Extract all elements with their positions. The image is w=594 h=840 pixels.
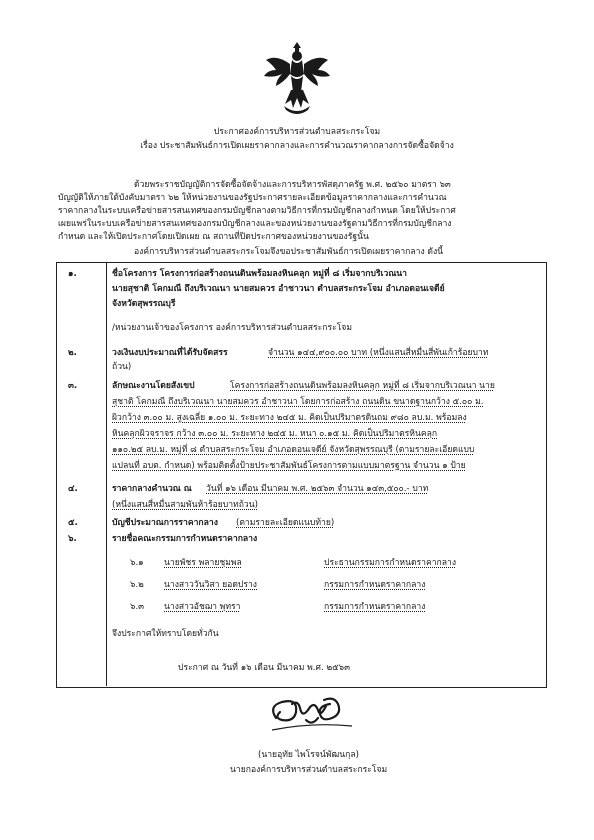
budget-label: วงเงินงบประมาณที่ได้รับจัดสรร bbox=[112, 348, 228, 358]
intro-line: เผยแพร่ในระบบเครือข่ายสารสนเทศของกรมบัญชีกลางและของหน่วยงานของรัฐตามวิธีการที่กรมบัญชีกลาง bbox=[58, 219, 452, 229]
committee-label: รายชื่อคณะกรรมการกำหนดราคากลาง bbox=[112, 534, 258, 544]
intro-line: องค์การบริหารส่วนตำบลสระกระโจมจึงขอประชาสัมพันธ์การเปิดเผยราคากลาง ดังนี้ bbox=[134, 247, 444, 257]
item-number: ๒. bbox=[68, 348, 77, 358]
budget-value-cont: ถ้วน) bbox=[112, 362, 132, 372]
work-summary-line: โครงการก่อสร้างถนนดินพร้อมลงหินคลุก หมู่ที่ ๘ เริ่มจากบริเวณนา นาย bbox=[230, 381, 495, 391]
committee-member-index: ๖.๓ bbox=[130, 602, 145, 612]
work-summary-line: ผิวกว้าง ๓.๐๐ ม. สูงเฉลี่ย ๑.๐๐ ม. ระยะทาง ๒๔๕ ม. คิดเป็นปริมาตรดินถม ๙๘๐ ลบ.ม. พร้อมลง bbox=[112, 413, 467, 423]
work-summary-label: ลักษณะงานโดยสังเขป bbox=[112, 381, 195, 391]
intro-line: บัญญัติให้ภายใต้บังคับมาตรา ๖๒ ให้หน่วยงานของรัฐประกาศรายละเอียดข้อมูลราคากลางและการคำนวณ bbox=[58, 193, 447, 203]
estimate-label: บัญชีประมาณการราคากลาง bbox=[112, 518, 218, 528]
item-number: ๑. bbox=[68, 269, 77, 279]
committee-member-role: ประธานกรรมการกำหนดราคากลาง bbox=[324, 558, 457, 568]
committee-member-role: กรรมการกำหนดราคากลาง bbox=[324, 580, 426, 590]
work-summary-line: หินคลุกผิวจราจร กว้าง ๓.๐๐ ม. ระยะทาง ๒๔๕ ม. หนา ๐.๑๕ ม. คิดเป็นปริมาตรหินคลุก bbox=[112, 429, 438, 439]
estimate-value: (ตามรายละเอียดแนบท้าย) bbox=[236, 518, 335, 528]
item-number: ๔. bbox=[68, 484, 78, 494]
intro-line: ราคากลางในระบบเครือข่ายสารสนเทศของกรมบัญชีกลางตามวิธีการที่กรมบัญชีกลางกำหนด โดยให้ประกาศ bbox=[58, 206, 456, 216]
committee-member-name: นางสาววันวิสา ยอดปราง bbox=[164, 580, 257, 590]
announcement-subject: เรื่อง ประชาสัมพันธ์การเปิดเผยราคากลางและการคำนวณราคากลางการจัดซื้อจัดจ้าง bbox=[140, 141, 454, 151]
median-price-value: วันที่ ๑๖ เดือน มีนาคม พ.ศ. ๒๕๖๓ จำนวน ๑๔๓,๕๐๐.- บาท bbox=[206, 484, 429, 494]
project-owner: /หน่วยงานเจ้าของโครงการ องค์การบริหารส่วนตำบลสระกระโจม bbox=[112, 323, 353, 333]
committee-member-index: ๖.๑ bbox=[130, 558, 144, 568]
median-price-label: ราคากลางคำนวณ ณ bbox=[112, 484, 192, 494]
budget-value: จำนวน ๑๔๔,๙๐๐.๐๐ บาท (หนึ่งแสนสี่หมื่นสี่พันเก้าร้อยบาท bbox=[268, 348, 489, 358]
signer-title: นายกองค์การบริหารส่วนตำบลสระกระโจม bbox=[230, 765, 388, 775]
committee-member-name: นางสาวอัชฌา พุทรา bbox=[164, 602, 241, 612]
item-number: ๖. bbox=[68, 534, 77, 544]
announce-date: ประกาศ ณ วันที่ ๑๖ เดือน มีนาคม พ.ศ. ๒๕๖๓ bbox=[178, 663, 350, 673]
garuda-emblem-icon bbox=[262, 38, 332, 118]
signer-name: (นายอุทัย ไพโรจน์พัฒนกุล) bbox=[258, 750, 359, 760]
item-number: ๓. bbox=[68, 381, 78, 391]
signature-icon bbox=[262, 690, 362, 740]
work-summary-line: สุชาติ โคกมณี ถึงบริเวณนา นายสมควร อำชาวนา โดยการก่อสร้าง ถนนดิน ขนาดฐานกว้าง ๕.๐๐ ม. bbox=[112, 397, 484, 407]
work-summary-line: แปลนที่ อบต. กำหนด) พร้อมติดตั้งป้ายประชาสัมพันธ์โครงการตามแบบมาตรฐาน จำนวน ๑ ป้าย bbox=[112, 461, 466, 471]
committee-member-role: กรรมการกำหนดราคากลาง bbox=[324, 602, 426, 612]
median-price-words: (หนึ่งแสนสี่หมื่นสามพันห้าร้อยบาทถ้วน) bbox=[112, 500, 258, 510]
announcement-org-title: ประกาศองค์การบริหารส่วนตำบลสระกระโจม bbox=[213, 127, 381, 137]
project-name-line: จังหวัดสุพรรณบุรี bbox=[112, 299, 176, 309]
work-summary-line: ๑๑๐.๒๕ ลบ.ม. หมู่ที่ ๘ ตำบลสระกระโจม อำเภอดอนเจดีย์ จังหวัดสุพรรณบุรี (ตามรายละเอียดแบบ bbox=[112, 445, 475, 455]
committee-member-index: ๖.๒ bbox=[130, 580, 144, 590]
intro-line: ด้วยพระราชบัญญัติการจัดซื้อจัดจ้างและการบริหารพัสดุภาครัฐ พ.ศ. ๒๕๖๐ มาตรา ๖๓ bbox=[134, 180, 451, 190]
item-number: ๕. bbox=[68, 518, 78, 528]
project-name-line: ชื่อโครงการ โครงการก่อสร้างถนนดินพร้อมลงหินคลุก หมู่ที่ ๘ เริ่มจากบริเวณนา bbox=[112, 269, 407, 279]
closing-text: จึงประกาศให้ทราบโดยทั่วกัน bbox=[112, 629, 219, 639]
number-column-divider bbox=[106, 262, 107, 686]
intro-line: กำหนด และให้เปิดประกาศโดยเปิดเผย ณ สถานที่ปิดประกาศของหน่วยงานของรัฐนั้น bbox=[58, 232, 369, 242]
committee-member-name: นายพัชร พลายชุมพล bbox=[164, 558, 242, 568]
project-name-line: นายสุชาติ โคกมณี ถึงบริเวณนา นายสมควร อำชาวนา ตำบลสระกระโจม อำเภอดอนเจดีย์ bbox=[112, 284, 445, 294]
